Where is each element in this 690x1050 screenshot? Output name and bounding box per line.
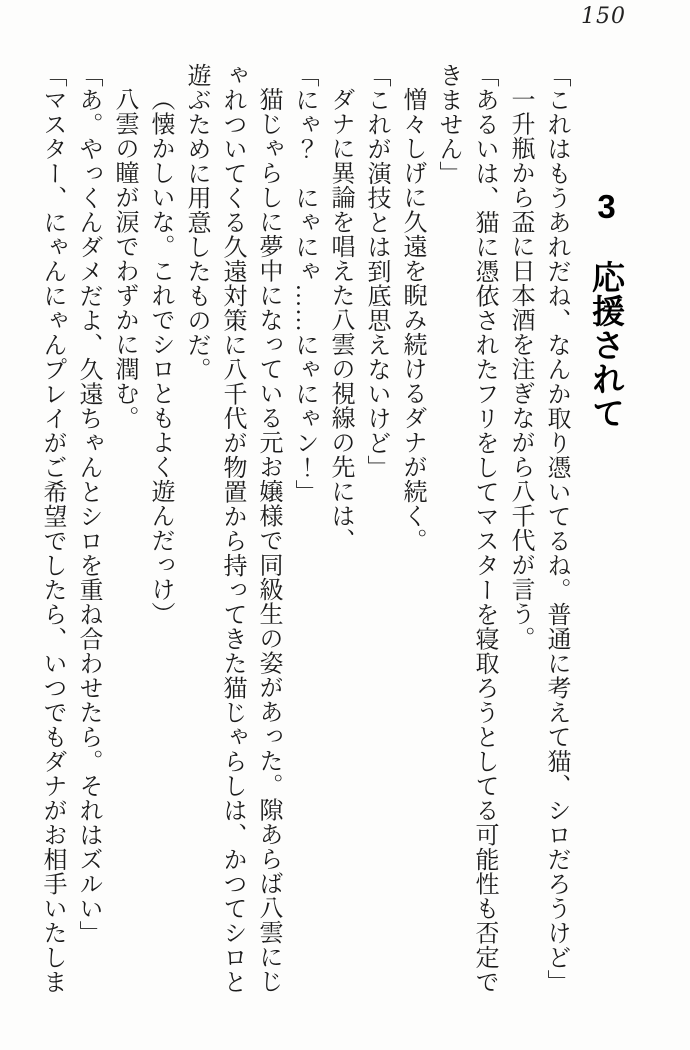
paragraph-8: 猫じゃらしに夢中になっている元お嬢様で同級生の姿があった。隙あらば八雲にじゃれついてくる久遠対策に八千代が物置から持ってきた猫じゃらしは、かつてシロと遊ぶために用意したものだ。: [183, 63, 281, 994]
paragraph-12: 「マスター、にゃんにゃんプレイがご希望でしたら、いつでもダナがお相手いたしま: [39, 63, 65, 994]
paragraph-6: ダナに異論を唱えた八雲の視線の先には、: [327, 87, 353, 553]
paragraph-4: 憎々しげに久遠を睨み続けるダナが続く。: [399, 87, 425, 553]
paragraph-1: 「これはもうあれだね、なんか取り憑いてるね。普通に考えて猫、シロだろうけど」: [543, 63, 569, 994]
paragraph-10: 八雲の瞳が涙でわずかに潤む。: [111, 87, 137, 430]
chapter-heading: 3 応援されて: [588, 188, 625, 430]
paragraph-3: 「あるいは、猫に憑依されたフリをしてマスターを寝取ろうとしてる可能性も否定できません」: [435, 63, 497, 994]
paragraph-9: （懐かしいな。これでシロともよく遊んだっけ）: [147, 87, 173, 626]
text-block: [20, 63, 640, 996]
paragraph-11: 「あ。やっくんダメだよ、久遠ちゃんとシロを重ね合わせたら。それはズルい」: [75, 63, 101, 945]
paragraph-7: 「にゃ？ にゃにゃ……にゃにゃン！」: [291, 63, 317, 504]
page-number: 150: [581, 4, 626, 29]
paragraph-2: 一升瓶から盃に日本酒を注ぎながら八千代が言う。: [507, 87, 533, 651]
paragraph-5: 「これが演技とは到底思えないけど」: [363, 63, 389, 480]
